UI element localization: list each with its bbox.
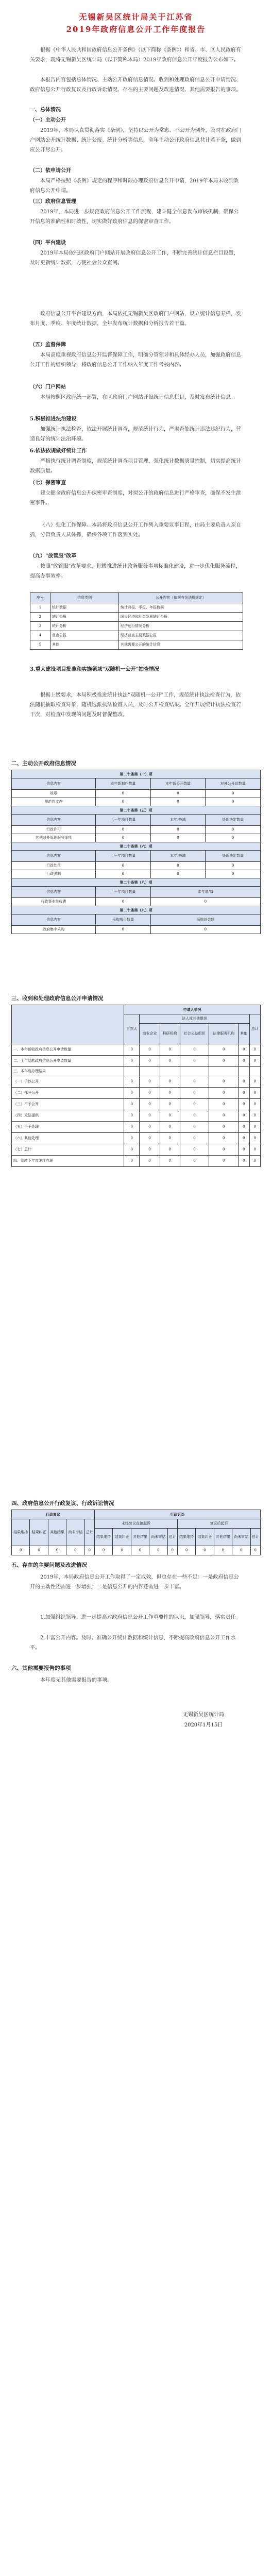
table-3-header: 法律服务机构 [209, 1024, 239, 1044]
table-3-header-main: 申请人情况 [124, 1005, 261, 1014]
table-3-header: 总计 [249, 1014, 260, 1044]
table-cell: 0 [96, 834, 151, 842]
table-2-band: 第二十条第（五）项 [12, 806, 261, 815]
table-cell [180, 1067, 209, 1076]
table-cell: 0 [12, 1546, 30, 1555]
table-row-label: 一、本年新收政府信息公开申请数量 [12, 1044, 124, 1056]
table-cell: 0 [140, 1044, 160, 1056]
section-2-exec-heading: 6.依法依规做好统计工作 [30, 448, 87, 454]
table-cell: 0 [180, 1056, 209, 1067]
table-2-header: 信息内容 [12, 778, 96, 790]
section-1-sub-2-text: 本局严格按照《条例》规定的程序和时限办理政府信息公开申请，2019年本局未收到政府信息公开申请。 [30, 178, 239, 194]
table-cell: 0 [84, 1546, 94, 1555]
table-cell: 0 [140, 1088, 160, 1099]
section-2-review-heading: （七）保密审查 [30, 480, 66, 486]
table-cell: 0 [160, 1056, 180, 1067]
table-4-sub: 总计 [84, 1519, 94, 1546]
section-2-sub-6-text: 本局按照区政府统一部署，在区政府门户网站开设统计信息栏目，及时发布统计信息。 [40, 395, 236, 400]
table-4-sub: 其他结果 [48, 1519, 66, 1546]
table-cell: 0 [209, 1110, 239, 1122]
table-cell: 0 [160, 1144, 180, 1156]
table-2-header: 本年增/减 [150, 815, 206, 826]
table-cell: 0 [150, 862, 206, 870]
table-cell: 0 [180, 1156, 209, 1167]
table-cell: 0 [249, 1110, 260, 1122]
table-cell: 0 [140, 1122, 160, 1133]
table-cell: 0 [239, 1110, 249, 1122]
table-cell: 0 [167, 1546, 177, 1555]
table-cell: 0 [209, 1144, 239, 1156]
table-4-header: 行政复议 [12, 1510, 95, 1519]
table-cell: 0 [124, 1133, 140, 1144]
table-row-label: 行政处罚 [12, 862, 96, 870]
table-4-sub: 尚未审结 [66, 1519, 84, 1546]
table-cell: 0 [249, 1122, 260, 1133]
table-row [12, 1044, 261, 1056]
table-cell: 0 [160, 1076, 180, 1088]
table-row [12, 1076, 261, 1088]
table-a-cell: 5 [30, 640, 50, 650]
application-table [11, 1005, 261, 1167]
table-a-header: 信息类别 [50, 593, 119, 603]
section-2-law-heading: 5.积极推进法治建设 [30, 416, 77, 422]
table-cell: 0 [150, 898, 260, 906]
table-cell: 0 [150, 870, 206, 878]
table-2-header: 本年新制作数量 [96, 778, 151, 790]
report-title-line2: 2019年政府信息公开工作年度报告 [66, 25, 206, 34]
table-cell: 0 [150, 834, 206, 842]
table-3-header: 商业企业 [140, 1024, 160, 1044]
table-2-header: 本年增/减 [150, 887, 260, 898]
table-cell: 0 [209, 1156, 239, 1167]
table-cell: 0 [239, 1156, 249, 1167]
disclosure-category-table [30, 592, 243, 650]
table-cell: 0 [48, 1546, 66, 1555]
table-row-label: （三）不予公开 [12, 1099, 124, 1110]
table-2-header: 采购项目数量 [96, 914, 151, 926]
section-5-p1: 2019年，本局政府信息公开工作取得了一定成效，但也存在一些不足：一是政府信息公开的主动性还需进一步增强；二是信息公开的内容还需进一步丰富。 [30, 1574, 239, 1590]
table-cell: 0 [239, 1044, 249, 1056]
table-cell: 0 [239, 1144, 249, 1156]
table-row-label: 行政事业性收费 [12, 898, 96, 906]
table-cell: 0 [239, 1099, 249, 1110]
table-row [12, 1144, 261, 1156]
table-a-cell: 1 [30, 603, 50, 613]
table-row [12, 1088, 261, 1099]
table-cell: 0 [160, 1122, 180, 1133]
table-cell: 0 [177, 1546, 195, 1555]
table-cell: 0 [206, 826, 261, 834]
table-cell: 0 [150, 798, 206, 806]
table-cell: 0 [124, 1056, 140, 1067]
table-2-band: 第二十条第（一）项 [12, 770, 261, 778]
table-row [12, 1110, 261, 1122]
section-2-sub-6: （六）门户网站 [30, 384, 66, 390]
table-2-header: 本年新公开数量 [150, 778, 206, 790]
table-2-band: 第二十条第（八）项 [12, 878, 261, 887]
table-3-body [12, 1044, 261, 1167]
table-a-cell: 经济普查主要数据公报 [119, 631, 243, 640]
table-row-label: 规章 [12, 790, 96, 798]
table-3-corner [12, 1005, 124, 1044]
table-cell: 0 [249, 1156, 260, 1167]
table-4-sub: 未经复议直接起诉 [94, 1519, 177, 1529]
table-4-sub: 总计 [250, 1529, 261, 1546]
table-cell: 0 [249, 1144, 260, 1156]
table-4-sub: 结果纠正 [196, 1529, 214, 1546]
table-cell: 0 [249, 1133, 260, 1144]
table-4-sub: 尚未审结 [149, 1529, 167, 1546]
section-3-heading: 3.重大建设项目批准和实施领域"双随机一公开"抽查情况 [30, 667, 159, 672]
section-3-intro-heading: （九）"放管服"改革 [30, 553, 77, 559]
table-2-band: 第二十条第（九）项 [12, 906, 261, 914]
table-3-header: 自然人 [124, 1014, 140, 1044]
section-5-p3: 2.丰富公开内容。及时、准确公开统计数据和统计信息，不断提高政府信息公开工作水平。 [30, 1635, 236, 1651]
table-a-header: 序号 [30, 593, 50, 603]
section-1-sub-3: （三）政府信息管理 [30, 199, 76, 205]
table-cell: 0 [239, 1133, 249, 1144]
table-row-label: 二、上年结转政府信息公开申请数量 [12, 1056, 124, 1067]
table-cell: 0 [249, 1099, 260, 1110]
table-cell: 0 [124, 1110, 140, 1122]
table-2-header: 采购总金额 [150, 914, 260, 926]
table-cell [160, 1067, 180, 1076]
section-2-review-text: 建立健全政府信息公开保密审查制度，对拟公开的政府信息进行严格审查，确保不发生泄密事件。 [30, 490, 241, 506]
table-cell: 0 [180, 1044, 209, 1056]
table-cell: 0 [214, 1546, 232, 1555]
table-2-header: 信息内容 [12, 914, 96, 926]
table-cell: 0 [96, 870, 151, 878]
table-row-label: 政府集中采购 [12, 926, 96, 934]
table-cell: 0 [149, 1546, 167, 1555]
table-2-header: 信息内容 [12, 815, 96, 826]
table-2-title: 二、主动公开政府信息情况 [11, 760, 76, 767]
table-2-header: 信息内容 [12, 887, 96, 898]
table-cell: 0 [209, 1099, 239, 1110]
table-cell: 0 [131, 1546, 149, 1555]
section-2-sub-5: （五）监督保障 [30, 342, 66, 348]
table-row-label: 行政强制 [12, 870, 96, 878]
table-2-header: 信息内容 [12, 851, 96, 862]
table-cell: 0 [180, 1122, 209, 1133]
table-cell: 0 [96, 798, 151, 806]
table-cell: 0 [94, 1546, 112, 1555]
section-2-exec-text: 严格执行统计调查制度，规范统计调查项目管理，强化统计数据质量控制，切实提高统计数据质量。 [30, 459, 241, 474]
table-row [12, 1156, 261, 1167]
table-cell: 0 [160, 1044, 180, 1056]
table-2-header: 处理决定数量 [206, 851, 261, 862]
table-row-label: 其他对外管理服务事项 [12, 834, 96, 842]
table-a-cell: 统计数据 [50, 603, 119, 613]
table-3-header: 法人或其他组织 [140, 1014, 249, 1024]
table-cell: 0 [209, 1056, 239, 1067]
table-2-header: 本年增/减 [150, 851, 206, 862]
report-title-line1: 无锡新吴区统计局关于江苏省 [79, 12, 193, 22]
table-cell: 0 [249, 1056, 260, 1067]
table-cell: 0 [140, 1076, 160, 1088]
section-6-text: 本年度无其他需要报告的事项。 [40, 1677, 112, 1683]
table-cell: 0 [206, 862, 261, 870]
table-cell: 0 [66, 1546, 84, 1555]
table-row-label: （五）不予处理 [12, 1122, 124, 1133]
table-row-label: （二）部分公开 [12, 1088, 124, 1099]
table-cell: 0 [124, 1044, 140, 1056]
table-cell: 0 [124, 1144, 140, 1156]
table-4-sub: 结果维持 [12, 1519, 30, 1546]
table-cell: 0 [239, 1088, 249, 1099]
table-row-label: 三、本年度办理结果 [12, 1067, 124, 1076]
table-row [12, 1067, 261, 1076]
table-cell: 0 [30, 1546, 48, 1555]
table-cell: 0 [124, 1088, 140, 1099]
table-cell: 0 [180, 1076, 209, 1088]
table-row-label: （七）总计 [12, 1144, 124, 1156]
table-4-sub: 结果维持 [177, 1529, 195, 1546]
table-cell: 0 [250, 1546, 261, 1555]
table-row-label: （四）无法提供 [12, 1110, 124, 1122]
table-a-cell: 统计公报 [50, 613, 119, 622]
table-row-label: （一）予以公开 [12, 1076, 124, 1088]
table-a-cell: 普查公报 [50, 631, 119, 640]
table-cell: 0 [96, 862, 151, 870]
table-a-cell: 4 [30, 631, 50, 640]
table-cell [140, 1067, 160, 1076]
section-2-body-1: 政府信息公开平台建设方面，本局依托无锡新吴区政府门户网站，设立统计信息专栏，发布月度、季度、年度统计数据，全年发布统计数据和分析报告若干篇。 [30, 311, 241, 327]
table-3-header: 其他 [239, 1024, 249, 1044]
table-cell: 0 [180, 1099, 209, 1110]
review-litigation-table [11, 1510, 261, 1555]
table-a-cell: 经济运行情况分析 [119, 622, 243, 631]
intro-paragraph-1: 根据《中华人民共和国政府信息公开条例》（以下简称《条例》）和省、市、区人民政府有关要求，现将无锡新吴区统计局（以下简称本局）2019年政府信息公开年度报告公布如下。 [30, 47, 241, 63]
table-4-sub: 复议后起诉 [177, 1519, 260, 1529]
table-4-title: 四、政府信息公开行政复议、行政诉讼情况 [11, 1500, 114, 1506]
table-cell: 0 [160, 1099, 180, 1110]
table-2-header: 上一年项目数量 [96, 815, 151, 826]
table-cell: 0 [209, 1133, 239, 1144]
section-2-law-text: 加强统计执法检查，依法开展统计调查，规范统计行为，严肃查处统计违法违纪行为，营造良好的统计法治环境。 [30, 427, 241, 442]
table-cell [239, 1067, 249, 1076]
table-cell: 0 [249, 1076, 260, 1088]
table-cell: 0 [96, 926, 151, 934]
table-cell: 0 [140, 1056, 160, 1067]
table-cell [209, 1067, 239, 1076]
table-row-label: 四、结转下年度继续办理 [12, 1156, 124, 1167]
table-cell: 0 [124, 1156, 140, 1167]
table-3-title: 三、收到和处理政府信息公开申请情况 [11, 995, 104, 1002]
section-1-sub-4: （四）平台建设 [30, 240, 66, 246]
table-cell: 0 [239, 1122, 249, 1133]
section-3-intro-p1: （八）强化工作保障。本局将政府信息公开工作列入重要议事日程，由局主要负责人亲自抓，分管负责人具体抓，确保各项工作落到实处。 [30, 522, 241, 538]
table-a-cell: 统计月报、季报、年报数据 [119, 603, 243, 613]
table-cell: 0 [206, 798, 261, 806]
table-a-header: 公开内容（依据有关法规规定） [119, 593, 243, 603]
table-cell: 0 [140, 1144, 160, 1156]
table-cell: 0 [239, 1056, 249, 1067]
table-cell: 0 [180, 1110, 209, 1122]
table-cell [249, 1067, 260, 1076]
table-cell: 0 [160, 1110, 180, 1122]
table-row-label: 行政许可 [12, 826, 96, 834]
section-1-sub-3-text: 2019年，本局进一步规范政府信息公开工作流程，建立健全信息发布审核机制，确保公开信息的准确性和时效性，切实做好政府信息的保密审查工作。 [30, 209, 239, 225]
table-cell: 0 [140, 1099, 160, 1110]
table-cell: 0 [249, 1044, 260, 1056]
table-cell: 0 [150, 926, 260, 934]
table-4-values-row [12, 1546, 261, 1555]
table-cell: 0 [249, 1088, 260, 1099]
table-cell: 0 [96, 898, 151, 906]
table-cell [124, 1067, 140, 1076]
table-cell: 0 [209, 1044, 239, 1056]
table-row [12, 1133, 261, 1144]
table-cell: 0 [140, 1110, 160, 1122]
table-cell: 0 [206, 870, 261, 878]
table-4-sub: 其他结果 [131, 1529, 149, 1546]
table-cell: 0 [160, 1133, 180, 1144]
section-6-title: 六、其他需要报告的事项 [11, 1665, 71, 1671]
table-2-band: 第二十条第（六）项 [12, 842, 261, 851]
table-4-sub: 总计 [167, 1529, 177, 1546]
table-row-label: 规范性文件 [12, 798, 96, 806]
table-cell: 0 [232, 1546, 250, 1555]
table-cell: 0 [209, 1076, 239, 1088]
table-cell: 0 [160, 1156, 180, 1167]
table-3-header: 社会公益组织 [180, 1024, 209, 1044]
section-1-sub-1-text: 2019年，本局认真贯彻落实《条例》，坚持以公开为常态、不公开为例外，及时在政府门户网站公开统计数据、统计公报、统计分析等信息，全年主动公开政府信息共计若干条，做到应公开尽公开。 [30, 128, 242, 153]
intro-paragraph-2: 本报告内容包括总体情况、主动公开政府信息情况、收到和处理政府信息公开申请情况、政府信息公开行政复议及行政诉讼情况、存在的主要问题及改进情况、其他需要报告的事项。 [30, 77, 241, 93]
section-1-sub-2: （二）依申请公开 [30, 168, 71, 174]
table-cell: 0 [206, 834, 261, 842]
table-cell: 0 [124, 1076, 140, 1088]
table-4-sub: 结果纠正 [30, 1519, 48, 1546]
table-cell: 0 [150, 790, 206, 798]
table-4-sub: 结果维持 [94, 1529, 112, 1546]
section-5-title: 五、存在的主要问题及改进情况 [11, 1562, 87, 1568]
footer-org: 无锡新吴区统计局 [183, 1712, 224, 1718]
section-3-text: 根据上级要求，本局积极推进统计执法"双随机一公开"工作，规范统计执法检查行为，依法随机抽取检查对象，随机选派执法检查人员，及时公开检查结果。全年开展统计执法检查若干次，对检查中发现的问题及时督促整改。 [30, 692, 241, 718]
section-1-sub-4-text: 2019年本局依托区政府门户网站开展政府信息公开工作，不断完善统计信息栏目设置，及时更新统计数据，方便社会公众查阅。 [30, 250, 239, 266]
table-4-header: 行政诉讼 [94, 1510, 260, 1519]
table-3-header: 科研机构 [160, 1024, 180, 1044]
table-cell: 0 [239, 1076, 249, 1088]
table-cell: 0 [160, 1088, 180, 1099]
table-a-cell: 统计分析 [50, 622, 119, 631]
table-row [12, 1099, 261, 1110]
table-a-cell: 国民经济和社会发展统计公报 [119, 613, 243, 622]
section-1-heading: 一、总体情况 [30, 107, 61, 113]
footer-date: 2020年1月15日 [184, 1722, 223, 1728]
section-2-sub-5-text: 本局高度重视政府信息公开监督保障工作，明确分管领导和具体经办人员，加强政府信息公开工作的组织领导，将政府信息公开工作纳入年度工作考核内容。 [30, 352, 241, 368]
table-a-cell: 3 [30, 622, 50, 631]
table-2-header: 上一年项目数量 [96, 887, 151, 898]
section-1-sub-1: （一）主动公开 [30, 117, 66, 123]
table-4-sub: 其他结果 [214, 1529, 232, 1546]
table-cell: 0 [180, 1088, 209, 1099]
table-2-header: 处理决定数量 [206, 815, 261, 826]
proactive-disclosure-table [11, 770, 261, 934]
table-a-cell: 其他 [50, 640, 119, 650]
table-cell: 0 [180, 1144, 209, 1156]
table-cell: 0 [196, 1546, 214, 1555]
table-a-cell: 2 [30, 613, 50, 622]
table-row [12, 1122, 261, 1133]
table-cell: 0 [124, 1122, 140, 1133]
table-cell: 0 [140, 1156, 160, 1167]
table-cell: 0 [206, 790, 261, 798]
table-cell: 0 [209, 1088, 239, 1099]
table-2-header: 上一年项目数量 [96, 851, 151, 862]
section-5-p2: 1.加强组织领导。进一步提高对政府信息公开工作重要性的认识，加强领导，落实责任。 [40, 1615, 241, 1620]
section-3-intro-p2: 按照"放管服"改革要求，积极推进统计政务服务事项标准化建设，进一步优化服务流程，提高办事效率。 [30, 564, 241, 579]
table-row-label: （六）其他处理 [12, 1133, 124, 1144]
table-cell: 0 [96, 790, 151, 798]
table-cell: 0 [150, 826, 206, 834]
table-cell: 0 [140, 1133, 160, 1144]
table-row [12, 1056, 261, 1067]
table-cell: 0 [96, 826, 151, 834]
table-cell: 0 [124, 1099, 140, 1110]
table-2-header: 对外公开总数量 [206, 778, 261, 790]
table-4-sub: 结果纠正 [113, 1529, 131, 1546]
table-cell: 0 [180, 1133, 209, 1144]
table-cell: 0 [113, 1546, 131, 1555]
table-cell: 0 [209, 1122, 239, 1133]
table-a-cell: 其他需要公开的统计信息 [119, 640, 243, 650]
table-4-sub: 尚未审结 [232, 1529, 250, 1546]
